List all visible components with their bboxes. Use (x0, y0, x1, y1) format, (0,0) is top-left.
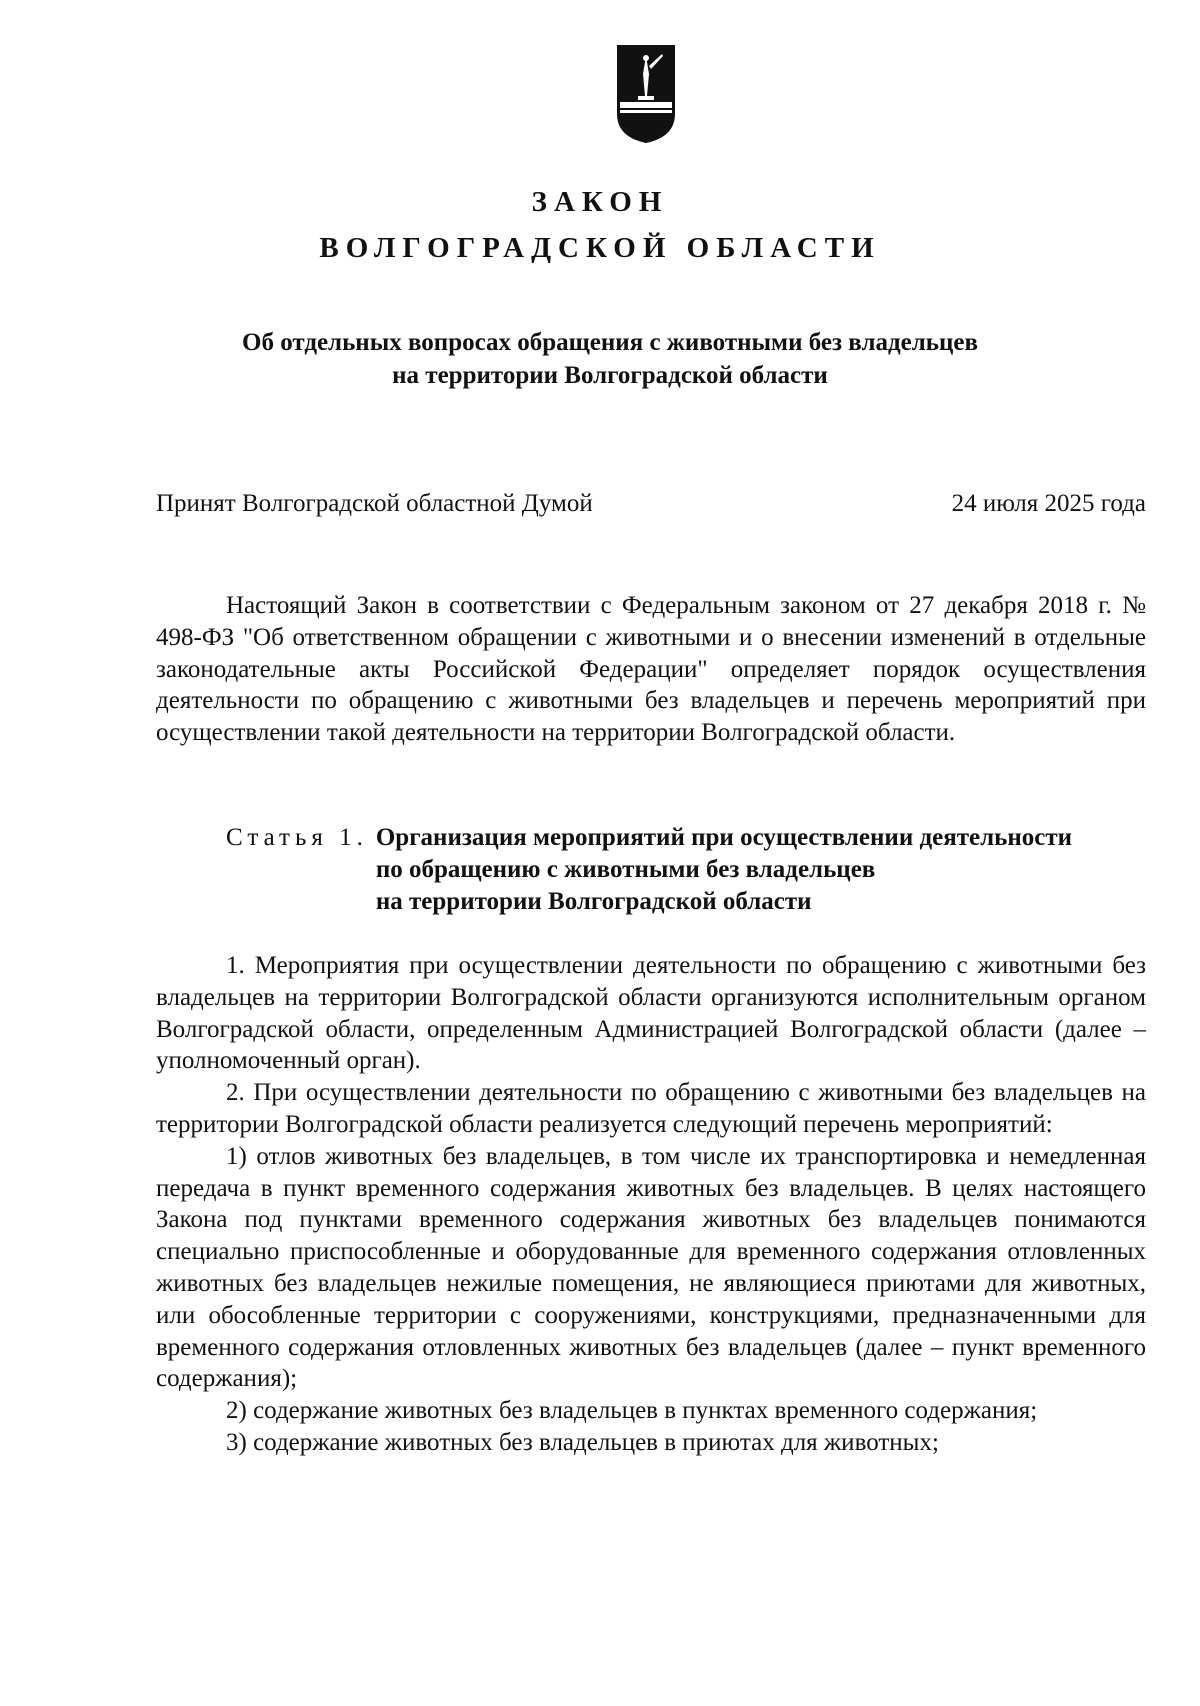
adoption-line (156, 490, 1146, 518)
preamble-paragraph: Настоящий Закон в соответствии с Федеральным законом от 27 декабря 2018 г. № 498-ФЗ "Об ответственном обращении с животными и о внесении изменений в отдельные законодательные акты Российской Федерации" определяет порядок осуществления деятельности по обращению с животными без владельцев и перечень мероприятий при осуществлении такой деятельности на территории Волгоградской области. (156, 592, 1146, 747)
article-paragraph: 1. Мероприятия при осуществлении деятельности по обращению с животными без владельцев на территории Волгоградской области организуются исполнительным органом Волгоградской области, определенным Администрацией Волгоградской области (далее – уполномоченный орган). (156, 952, 1146, 1075)
document-title-region: ВОЛГОГРАДСКОЙ ОБЛАСТИ (319, 232, 881, 264)
article-heading (226, 822, 1146, 918)
article-paragraph: 2. При осуществлении деятельности по обращению с животными без владельцев на территории Волгоградской области реализуется следующий перечень мероприятий: (156, 1079, 1146, 1138)
adopting-body: Принят Волгоградской областной Думой (156, 490, 593, 517)
adoption-date: 24 июля 2025 года (951, 490, 1146, 517)
coat-of-arms-icon (616, 44, 676, 144)
article-title (376, 822, 1072, 918)
article-title-line: Организация мероприятий при осуществлении деятельности (375, 824, 1073, 851)
preamble (156, 590, 1146, 749)
law-subject (160, 326, 1060, 392)
list-item: 2) содержание животных без владельцев в пунктах временного содержания; (226, 1397, 1038, 1425)
article-label: Статья 1. (226, 824, 368, 851)
article-body (156, 950, 1146, 1459)
law-subject-line: Об отдельных вопросах обращения с животными без владельцев (242, 329, 978, 356)
article-title-line: по обращению с животными без владельцев (375, 856, 876, 883)
law-subject-line: на территории Волгоградской области (392, 362, 828, 389)
list-item: 1) отлов животных без владельцев, в том числе их транспортировка и немедленная передача в пункт временного содержания животных без владельцев. В целях настоящего Закона под пунктами временного содержания животных без владельцев понимаются специально приспособленные и оборудованные для временного содержания отловленных животных без владельцев нежилые помещения, не являющиеся приютами для животных, или обособленные территории с сооружениями, конструкциями, предназначенными для временного содержания отловленных животных без владельцев (далее – пункт временного содержания); (156, 1142, 1146, 1393)
list-item: 3) содержание животных без владельцев в приютах для животных; (226, 1428, 939, 1456)
document-title: ЗАКОН (531, 186, 669, 218)
article-title-line: на территории Волгоградской области (375, 888, 812, 915)
